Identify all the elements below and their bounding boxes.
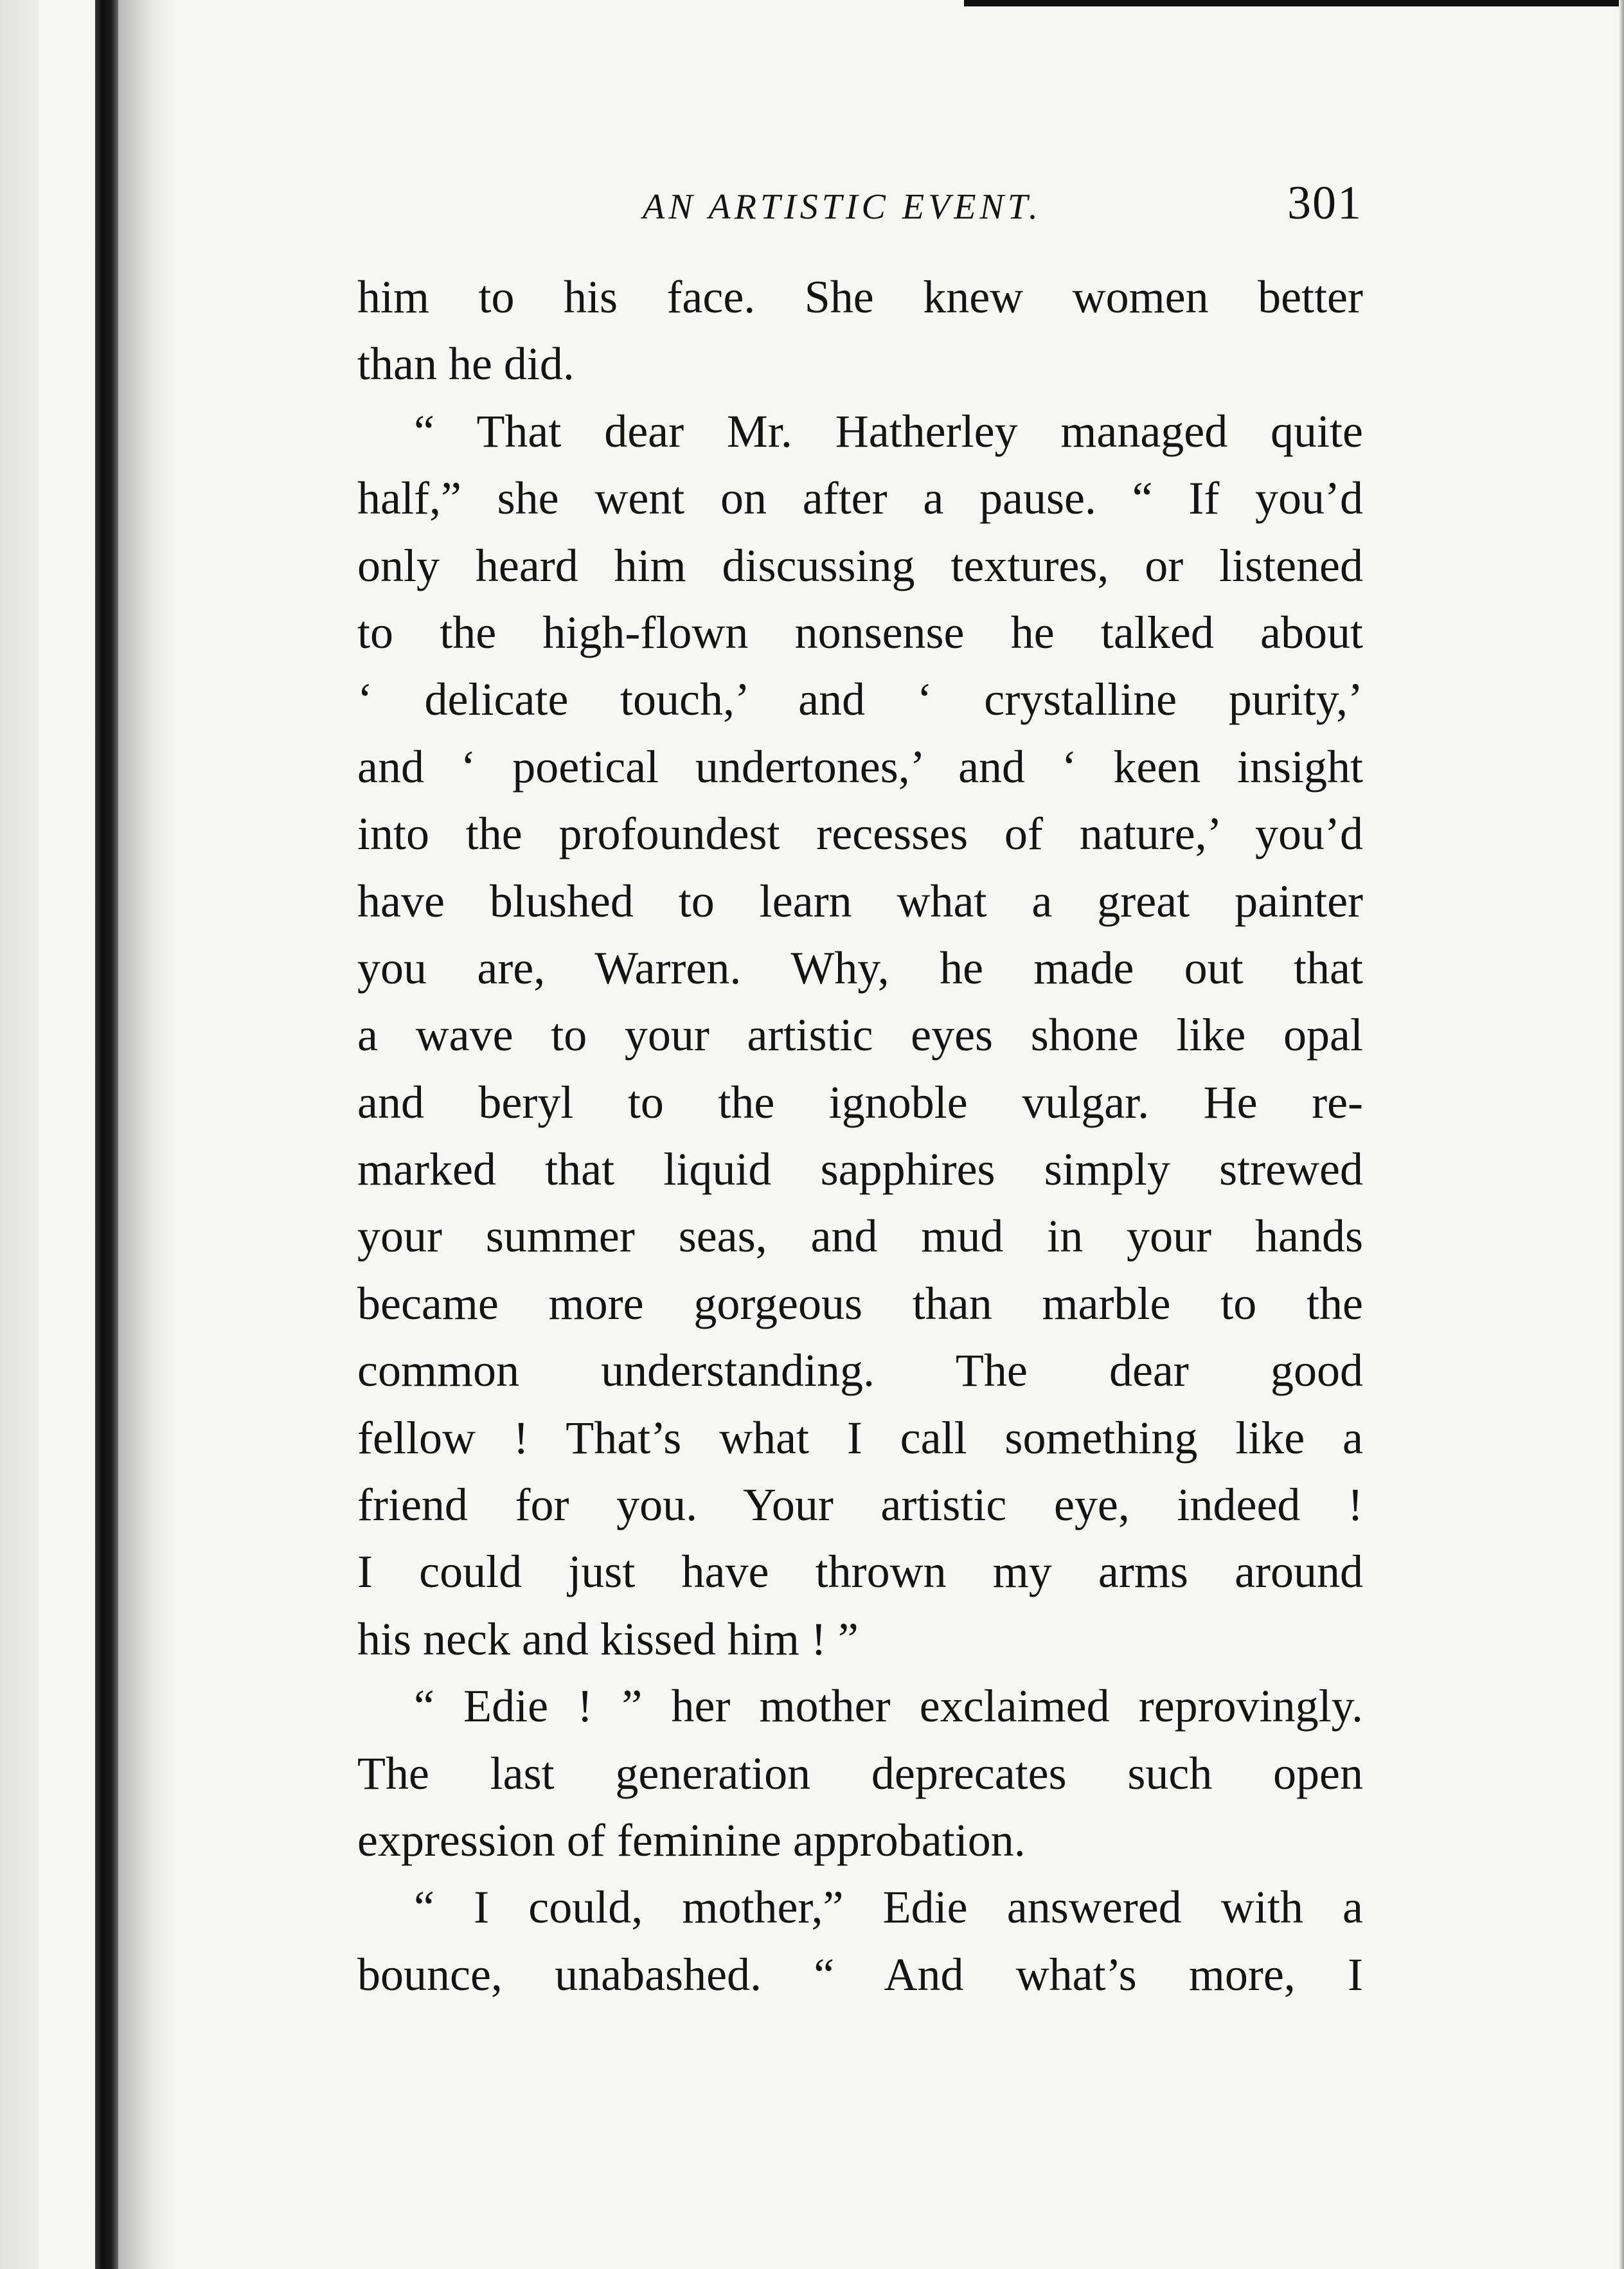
page-margin-shadow <box>0 0 39 2269</box>
text-line: common understanding. The dear good <box>357 1345 1363 1397</box>
text-line: only heard him discussing textures, or listened <box>357 539 1363 591</box>
running-head <box>360 168 1362 233</box>
text-line: friend for you. Your artistic eye, indeed ! <box>357 1479 1363 1531</box>
page-number: 301 <box>1287 177 1362 229</box>
text-line: and beryl to the ignoble vulgar. He re- <box>357 1076 1363 1128</box>
text-line: became more gorgeous than marble to the <box>357 1277 1363 1329</box>
text-line: have blushed to learn what a great painter <box>357 875 1363 927</box>
text-line: The last generation deprecates such open <box>357 1747 1363 1799</box>
text-line: ‘ delicate touch,’ and ‘ crystalline purity,’ <box>357 674 1363 726</box>
text-line: half,” she went on after a pause. “ If you’d <box>357 472 1363 525</box>
text-line: “ That dear Mr. Hatherley managed quite <box>414 405 1363 457</box>
text-line: expression of feminine approbation. <box>357 1814 1026 1866</box>
chapter-title: AN ARTISTIC EVENT. <box>643 187 1042 227</box>
binding-shadow <box>118 0 176 2269</box>
text-line: into the profoundest recesses of nature,’ you’d <box>357 808 1363 860</box>
text-line: fellow ! That’s what I call something like a <box>357 1412 1363 1464</box>
text-line: than he did. <box>357 338 575 390</box>
text-line: a wave to your artistic eyes shone like opal <box>357 1009 1363 1061</box>
text-line: marked that liquid sapphires simply strewed <box>357 1143 1363 1196</box>
text-line: your summer seas, and mud in your hands <box>357 1210 1363 1262</box>
text-line: and ‘ poetical undertones,’ and ‘ keen insight <box>357 740 1363 793</box>
text-line: I could just have thrown my arms around <box>357 1546 1363 1598</box>
scan-top-edge <box>964 0 1624 6</box>
scan-right-edge <box>1619 0 1624 2269</box>
body-text <box>357 264 1363 2008</box>
text-line: him to his face. She knew women better <box>357 271 1363 323</box>
binding-edge <box>95 0 118 2269</box>
text-line: to the high-flown nonsense he talked about <box>357 606 1363 658</box>
text-line: his neck and kissed him ! ” <box>357 1613 859 1665</box>
text-line: you are, Warren. Why, he made out that <box>357 942 1363 994</box>
text-line: “ Edie ! ” her mother exclaimed reprovingly. <box>414 1680 1363 1732</box>
text-line: bounce, unabashed. “ And what’s more, I <box>357 1948 1363 2000</box>
text-line: “ I could, mother,” Edie answered with a <box>414 1881 1363 1933</box>
